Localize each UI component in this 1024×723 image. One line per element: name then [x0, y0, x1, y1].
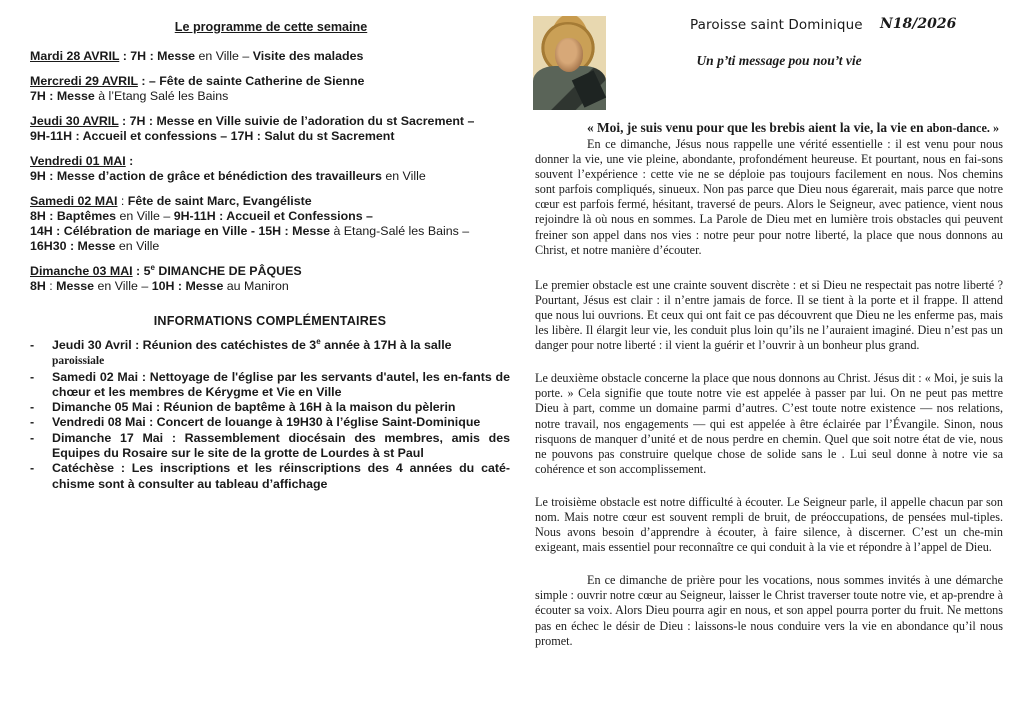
program-title: Le programme de cette semaine	[174, 20, 368, 34]
program-text: en Ville	[381, 169, 426, 183]
program-text: Fête de saint Marc, Evangéliste	[127, 194, 312, 208]
quote-tail: abon-dance. »	[923, 121, 1000, 135]
program-line	[30, 129, 510, 144]
bullet-dash-icon: -	[30, 415, 35, 430]
program-day	[30, 264, 510, 294]
program-text: e	[150, 262, 155, 272]
day-name: Jeudi 30 AVRIL	[30, 114, 119, 128]
info-text-tail: paroissiale	[52, 355, 105, 368]
program-line	[30, 279, 510, 294]
program-text: Messe	[157, 49, 196, 63]
program-text: 7H : Messe	[30, 89, 95, 103]
info-item	[30, 370, 510, 401]
quote-main: « Moi, je suis venu pour que les brebis aient la vie, la vie en	[587, 120, 924, 135]
program-line	[30, 49, 510, 64]
issue-number: N18/2026	[880, 16, 957, 32]
program-text: en Ville	[115, 239, 160, 253]
info-superscript: e	[316, 336, 321, 346]
program-text: à Etang-Salé les Bains –	[330, 224, 470, 238]
info-item	[30, 415, 510, 430]
program-line	[30, 209, 510, 224]
program-text: Visite des malades	[252, 49, 364, 63]
program-text: DIMANCHE DE PÂQUES	[154, 264, 302, 278]
program-day	[30, 114, 510, 144]
paragraph-second-obstacle: Le deuxième obstacle concerne la place que nous donnons au Christ. Jésus dit : « Moi, je suis la porte. » Cela signifie que toute notre vie est appelée à passer par lui. On ne peut pas mettre Dieu à part, comme un domaine parmi d’autres. C’est toute notre existence — nos relations, notre travail, nos engagements — qui est appelée à être éclairée par l’Évangile. Sinon, nous risquons de manquer d’unité et de nous perdre en chemin. Quel que soit notre état de vie, nous ne pouvons pas construire quelque chose de solide sans le . Lui seul donne à notre vie sa cohérence et son accomplissement.	[535, 371, 1003, 476]
program-text: en Ville –	[195, 49, 253, 63]
info-text: Vendredi 08 Mai : Concert de louange à 19H30 à l’église Saint-Dominique	[52, 415, 481, 430]
day-name: Vendredi 01 MAI	[30, 154, 126, 168]
program-text: :	[117, 194, 128, 208]
program-line	[30, 74, 510, 89]
day-name: Mardi 28 AVRIL	[30, 49, 120, 63]
program-day	[30, 154, 510, 184]
program-text: 9H : Messe d’action de grâce et bénédiction des travailleurs	[30, 169, 382, 183]
bullet-dash-icon: -	[30, 338, 35, 352]
program-text: : 5	[132, 264, 151, 278]
program-text: : 7H : Messe en Ville suivie de l’adoration du st Sacrement –	[118, 114, 475, 128]
gospel-quote	[535, 120, 1003, 136]
program-text: à l’Etang Salé les Bains	[94, 89, 229, 103]
bullet-dash-icon: -	[30, 461, 35, 476]
info-item	[30, 431, 510, 462]
info-item	[30, 461, 510, 492]
parish-name: Paroisse saint Dominique	[690, 17, 863, 33]
program-text: 10H : Messe	[151, 279, 224, 293]
info-text: Jeudi 30 Avril : Réunion des catéchistes de 3	[52, 338, 317, 352]
info-text: Catéchèse : Les inscriptions et les réinscriptions des 4 années du caté-chisme sont à consulter au tableau d’affichage	[52, 461, 510, 491]
program-line	[30, 194, 510, 209]
info-item	[30, 338, 510, 370]
newsletter-subtitle: Un p’ti message pou nou’t vie	[696, 53, 862, 68]
info-text-rest: année à 17H à la salle	[320, 338, 452, 352]
program-text: 16H30 : Messe	[30, 239, 116, 253]
day-name: Samedi 02 MAI	[30, 194, 118, 208]
day-name: Dimanche 03 MAI	[30, 264, 133, 278]
info-text: Dimanche 05 Mai : Réunion de baptême à 16H à la maison du pèlerin	[52, 400, 456, 415]
bullet-dash-icon: -	[30, 430, 35, 445]
info-text: Samedi 02 Mai : Nettoyage de l'église par les servants d'autel, les en-fants de chœur et les membres de Kérygme et Vie en Ville	[52, 369, 510, 399]
paragraph-first-obstacle: Le premier obstacle est une crainte souvent discrète : et si Dieu ne respectait pas notre liberté ? Pourtant, Jésus est clair : il n’entre jamais de force. Il se tient à la porte et il frappe. Il attend que nous lui ouvrions. Et ceux qui ont fait ce pas découvrent que Dieu ne les enferme pas, mais les libère. Il élargit leur vie, les conduit plus loin qu’ils ne l’auraient imaginé. Dieu n’est pas un danger pour notre liberté : il vient la guérir et l’ouvrir à un bonheur plus grand.	[535, 277, 1003, 353]
info-title: INFORMATIONS COMPLÉMENTAIRES	[153, 314, 387, 328]
message-body	[535, 120, 1003, 667]
paragraph-conclusion: En ce dimanche de prière pour les vocations, nous sommes invités à une démarche simple : ouvrir notre cœur au Seigneur, laisser le Christ traverser toute notre vie, et ap-prendre à écouter sa voix. Alors Dieu pourra agir en nous, et son appel pourra porter du fruit. Ne mettons pas en échec le désir de Dieu : laissons-le nous conduire vers la vie en abondance qu’il nous promet.	[535, 573, 1003, 648]
program-line	[30, 239, 510, 254]
program-line	[30, 114, 510, 129]
program-line	[30, 224, 510, 239]
program-text: 8H : Baptêmes	[30, 209, 117, 223]
paragraph-intro: En ce dimanche, Jésus nous rappelle une vérité essentielle : il est venu pour nous donner la vie, une vie pleine, abondante, profondément heureuse. Et pourtant, nous en fai-sons souvent l’expérience : cette vie ne se déploie pas toujours facilement en nous. Nos chemins sont parfois compliqués, sinueux. Non pas parce que Dieu nous égarerait, mais parce que notre cœur est parfois fermé, hésitant, traversé de peurs. Alors le Seigneur, avec patience, vient nous rejoindre là où nous en sommes. La Parole de Dieu met en lumière trois obstacles qui peuvent freiner son appel dans nos vies : notre peur pour notre liberté, la place que nous donnons au Christ, et notre manière d’écouter.	[535, 137, 1003, 257]
info-text: Dimanche 17 Mai : Rassemblement diocésain des membres, amis des Equipes du Rosaire sur le site de la grotte de Lourdes à st Paul	[52, 430, 510, 461]
program-text: : 7H :	[119, 49, 158, 63]
program-line	[30, 169, 510, 184]
program-day	[30, 74, 510, 104]
info-list	[30, 338, 510, 492]
program-text: en Ville –	[94, 279, 152, 293]
program-text: 8H	[30, 279, 46, 293]
program-day	[30, 49, 510, 64]
program-line	[30, 264, 510, 279]
program-text: 9H-11H : Accueil et Confessions –	[173, 209, 373, 223]
program-days	[30, 49, 510, 294]
program-text: en Ville –	[116, 209, 174, 223]
program-text: 14H : Célébration de mariage en Ville - 15H : Messe	[30, 224, 331, 238]
bullet-dash-icon: -	[30, 369, 35, 384]
program-line	[30, 89, 510, 104]
program-text: 9H-11H : Accueil et confessions – 17H : Salut du st Sacrement	[30, 129, 395, 143]
program-column	[30, 20, 510, 492]
program-text: au Maniron	[223, 279, 289, 293]
program-text: Messe	[56, 279, 95, 293]
program-text: :	[45, 279, 57, 293]
program-text: :	[125, 154, 134, 168]
bullet-dash-icon: -	[30, 400, 35, 415]
program-day	[30, 194, 510, 254]
program-text: : – Fête de sainte Catherine de Sienne	[137, 74, 365, 88]
program-line	[30, 154, 510, 169]
day-name: Mercredi 29 AVRIL	[30, 74, 138, 88]
info-item	[30, 400, 510, 415]
paragraph-third-obstacle: Le troisième obstacle est notre difficulté à écouter. Le Seigneur parle, il appelle chacun par son nom. Mais notre cœur est souvent rempli de bruit, de préoccupations, de pensées mul-tiples. Nous avons besoin d’apprendre à écouter, à faire silence, à discerner. C’est un che-min exigeant, mais essentiel pour reconnaître ce qui conduit à la vie et répondre à l’appel de Dieu.	[535, 494, 1003, 555]
